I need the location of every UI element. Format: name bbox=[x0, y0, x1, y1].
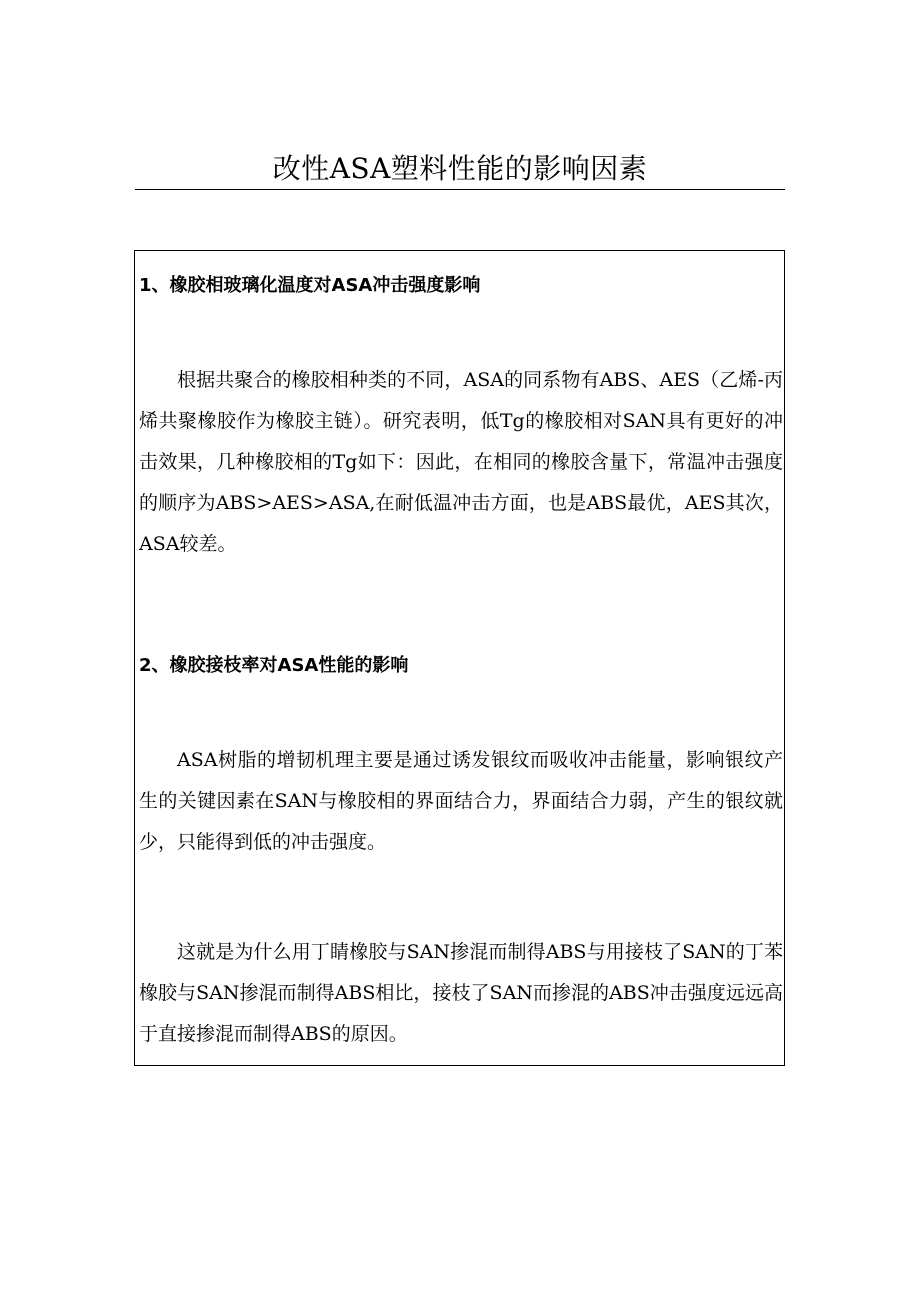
section-2-paragraph-2: 这就是为什么用丁睛橡胶与SAN掺混而制得ABS与用接枝了SAN的丁苯橡胶与SAN掺混而制得ABS相比，接枝了SAN而掺混的ABS冲击强度远远高于直接掺混而制得ABS的原因。 bbox=[139, 941, 783, 1045]
title-underline bbox=[135, 189, 785, 190]
section-2-heading: 2、橡胶接枝率对ASA性能的影响 bbox=[139, 655, 409, 676]
document-title: 改性ASA塑料性能的影响因素 bbox=[272, 152, 648, 185]
section-1-paragraph: 根据共聚合的橡胶相种类的不同，ASA的同系物有ABS、AES（乙烯-丙烯共聚橡胶作为橡胶主链）。研究表明，低Tg的橡胶相对SAN具有更好的冲击效果，几种橡胶相的Tg如下：因此，在相同的橡胶含量下，常温冲击强度的顺序为ABS>AES>ASA,在耐低温冲击方面，也是ABS最优，AES其次，ASA较差。 bbox=[139, 369, 783, 555]
content-box bbox=[134, 250, 785, 1066]
section-1-heading: 1、橡胶相玻璃化温度对ASA冲击强度影响 bbox=[139, 275, 481, 296]
section-2-paragraph-1: ASA树脂的增韧机理主要是通过诱发银纹而吸收冲击能量，影响银纹产生的关键因素在SAN与橡胶相的界面结合力，界面结合力弱，产生的银纹就少，只能得到低的冲击强度。 bbox=[139, 749, 783, 853]
